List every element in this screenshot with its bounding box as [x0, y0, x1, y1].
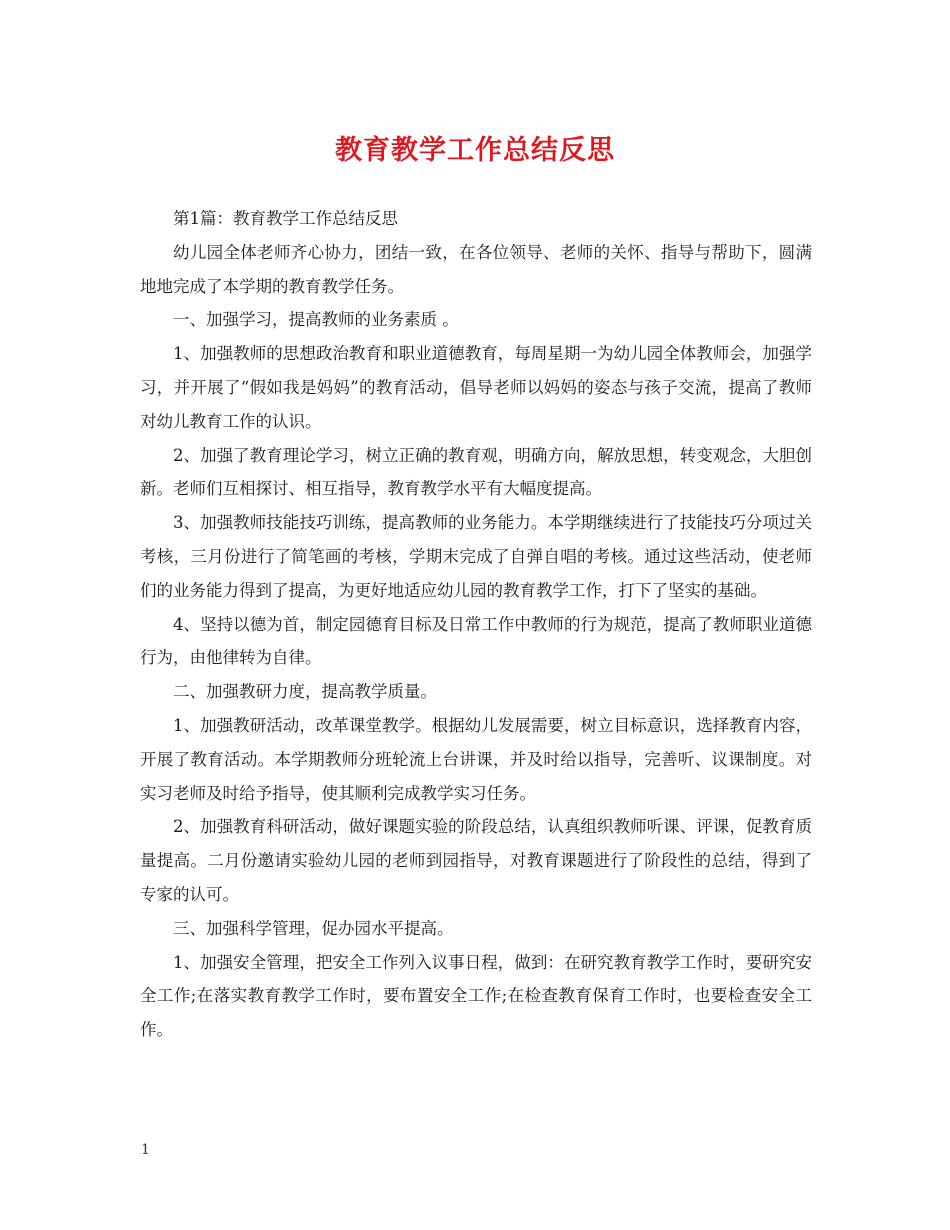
section-1-item-2: 2、加强了教育理论学习，树立正确的教育观，明确方向，解放思想，转变观念，大胆创新。老师们互相探讨、相互指导，教育教学水平有大幅度提高。	[140, 445, 812, 499]
section-1-item-3: 3、加强教师技能技巧训练，提高教师的业务能力。本学期继续进行了技能技巧分项过关考核，三月份进行了简笔画的考核，学期末完成了自弹自唱的考核。通过这些活动，使老师们的业务能力得到了提高，为更好地适应幼儿园的教育教学工作，打下了坚实的基础。	[140, 513, 812, 600]
section-1-item-1: 1、加强教师的思想政治教育和职业道德教育，每周星期一为幼儿园全体教师会，加强学习，并开展了“假如我是妈妈”的教育活动，倡导老师以妈妈的姿态与孩子交流，提高了教师对幼儿教育工作的认识。	[140, 344, 812, 431]
document-body	[140, 202, 812, 1047]
section-heading-3: 三、加强科学管理，促办园水平提高。	[173, 918, 454, 938]
section-3-item-1: 1、加强安全管理，把安全工作列入议事日程，做到：在研究教育教学工作时，要研究安全工作;在落实教育教学工作时，要布置安全工作;在检查教育保育工作时，也要检查安全工作。	[140, 952, 812, 1040]
page-number: 1	[141, 1142, 150, 1158]
section-2-item-2: 2、加强教育科研活动，做好课题实验的阶段总结，认真组织教师听课、评课，促教育质量提高。二月份邀请实验幼儿园的老师到园指导，对教育课题进行了阶段性的总结，得到了专家的认可。	[140, 817, 812, 904]
intro-paragraph: 幼儿园全体老师齐心协力，团结一致，在各位领导、老师的关怀、指导与帮助下，圆满地地完成了本学期的教育教学任务。	[140, 242, 812, 296]
section-heading-2: 二、加强教研力度，提高教学质量。	[173, 682, 437, 702]
section-heading-1: 一、加强学习，提高教师的业务素质 。	[173, 310, 459, 330]
document-title: 教育教学工作总结反思	[335, 135, 615, 166]
section-2-item-1: 1、加强教研活动，改革课堂教学。根据幼儿发展需要，树立目标意识，选择教育内容，开展了教育活动。本学期教师分班轮流上台讲课，并及时给以指导，完善听、议课制度。对实习老师及时给予指导，使其顺利完成教学实习任务。	[140, 715, 812, 803]
section-1-item-4: 4、坚持以德为首，制定园德育目标及日常工作中教师的行为规范，提高了教师职业道德行为，由他律转为自律。	[140, 614, 812, 668]
article-heading: 第1篇：教育教学工作总结反思	[173, 209, 398, 228]
